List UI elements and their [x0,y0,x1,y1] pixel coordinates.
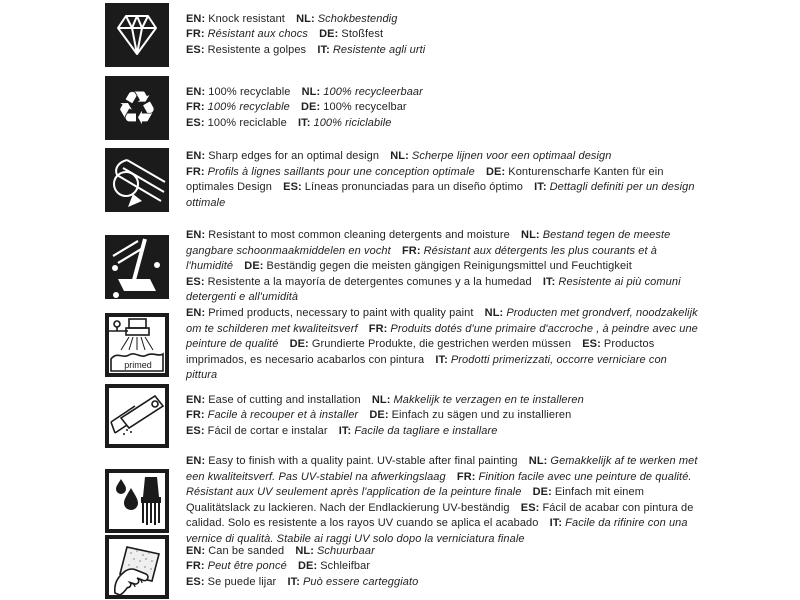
feature-text: Facile da tagliare e installare [354,424,498,437]
feature-row [105,535,704,599]
mop-icon [105,235,169,299]
sanding-hand-glyph [109,539,165,595]
feature-text: Einfach mit einem Qualitätslack zu lackieren. Nach der Endlackierung UV-beständig [186,486,644,514]
feature-text: Prodotti primerizzati, occorre verniciare con pittura [186,353,667,381]
sanding-hand-icon [105,535,169,599]
feature-text: Facile da rifinire con una vernice di qualità. Stabile ai raggi UV solo dopo la verniciatura finale [186,517,688,545]
language-label: ES: [582,338,601,350]
feature-text: Résistant aux chocs [207,28,308,41]
feature-text: Scherpe lijnen voor een optimaal design [411,150,612,162]
language-label: IT: [338,424,352,437]
feature-text: Resistente ai più comuni detergenti e all'umidità [186,275,681,303]
feature-text: Resistant to most common cleaning detergents and moisture [208,229,510,241]
saw-icon [105,384,169,448]
feature-text: Konturenscharfe Kanten für ein optimales Design [186,165,664,193]
language-label: IT: [542,275,556,288]
feature-description [186,149,704,211]
language-label: NL: [390,150,409,162]
language-label: FR: [186,101,205,114]
language-label: FR: [368,322,388,335]
language-label: FR: [186,409,205,422]
feature-description [186,393,704,440]
feature-text: Líneas pronunciadas para un diseño óptimo [304,181,523,193]
feature-text: Peut être poncé [207,560,287,573]
feature-text: Facile à recouper et à installer [207,409,359,422]
language-label: NL: [371,393,391,406]
language-label: EN: [186,85,206,98]
feature-text: Producten met grondverf, noodzakelijk om te schilderen met kwaliteitsverf [186,307,698,335]
feature-text: Primed products, necessary to paint with quality paint [208,307,474,319]
language-label: ES: [283,181,302,193]
sharp-edges-glyph [105,148,169,212]
language-label: DE: [244,260,264,272]
language-label: EN: [186,150,206,162]
feature-text: Resistente agli urti [332,43,426,56]
language-label: ES: [186,275,205,288]
language-label: DE: [319,28,339,41]
feature-row [105,148,704,212]
feature-text: Makkelijk te verzagen en te installeren [393,393,584,406]
feature-text: Ease of cutting and installation [208,393,361,406]
language-label: ES: [186,424,205,437]
feature-row [105,384,704,448]
feature-text: Fácil de cortar e instalar [207,424,328,437]
feature-text: Fácil de acabar con pintura de calidad. Solo es resistente a los rayos UV cuando se aplica el acabado [186,501,694,529]
feature-text: Produits dotés d'une primaire d'accroche , à peindre avec une peinture de qualité [186,322,698,350]
feature-text: Easy to finish with a quality paint. UV-stable after final painting [208,455,518,467]
feature-text: Einfach zu sägen und zu installieren [391,409,572,422]
language-label: FR: [186,28,205,41]
language-label: DE: [289,338,309,350]
language-label: DE: [301,101,321,114]
feature-row [105,306,704,384]
language-label: ES: [186,575,205,588]
feature-text: Bestand tegen de meeste gangbare schoonmaakmiddelen en vocht [186,229,671,257]
language-label: EN: [186,12,206,25]
recycle-icon [105,76,169,140]
feature-text: Dettagli definiti per un design ottimale [186,181,695,209]
language-label: IT: [287,575,300,588]
feature-text: Può essere carteggiato [303,575,419,588]
language-label: IT: [534,181,547,193]
feature-text: Stoßfest [341,28,384,41]
language-label: EN: [186,393,206,406]
language-label: ES: [186,116,205,129]
feature-text: Schleifbar [320,560,371,573]
feature-text: Gemakkelijk af te werken met een kwaliteitsverf. Pas UV-stabiel na afwerkingslaag [186,455,698,483]
language-label: NL: [296,12,315,25]
language-label: EN: [186,544,206,557]
language-label: EN: [186,307,206,319]
feature-text: 100% recycleerbaar [323,85,423,98]
language-label: IT: [549,517,563,529]
feature-description [186,306,704,384]
language-label: IT: [297,116,311,129]
feature-text: 100% recyclable [208,85,291,98]
feature-description [186,544,704,591]
feature-text: Can be sanded [208,544,285,557]
feature-text: Productos imprimados, es necesario acabarlos con pintura [186,338,655,366]
diamond-icon [105,3,169,67]
mop-glyph [105,235,169,299]
feature-row [105,454,704,547]
feature-text: Résistant aux détergents les plus courants et à l'humidité [186,244,657,272]
recycle-glyph [105,76,169,140]
feature-text: Beständig gegen die meisten gängigen Reinigungsmittel und Feuchtigkeit [266,260,632,272]
language-label: DE: [369,409,389,422]
feature-text: Sharp edges for an optimal design [208,150,380,162]
feature-description [186,85,704,132]
primer-spray-glyph [109,317,165,373]
feature-row [105,228,704,306]
language-label: DE: [297,560,318,573]
language-label: NL: [295,544,314,557]
feature-text: Finition facile avec une peinture de qualité. Résistant aux UV seulement après l'application de la peinture finale [186,470,692,498]
language-label: DE: [532,486,552,498]
feature-text: Resistente a golpes [207,43,307,56]
feature-text: Profils à lignes saillants pour une conception optimale [207,165,475,178]
language-label: NL: [528,455,548,467]
language-label: IT: [435,353,448,366]
feature-text: 100% reciclable [207,116,287,129]
language-label: FR: [456,470,476,483]
feature-row [105,3,704,67]
feature-text: Knock resistant [208,12,285,25]
language-label: FR: [186,165,205,178]
language-label: ES: [520,501,540,514]
feature-description [186,228,704,306]
language-label: NL: [521,229,540,241]
saw-glyph [109,388,165,444]
feature-text: 100% riciclabile [313,116,392,129]
language-label: DE: [486,165,506,178]
language-label: ES: [186,43,205,56]
language-label: FR: [401,244,421,257]
feature-text: Schuurbaar [316,544,375,557]
language-label: NL: [484,307,504,319]
sharp-edges-icon [105,148,169,212]
feature-text: 100% recyclable [207,101,290,114]
language-label: EN: [186,455,206,467]
paint-brush-glyph [109,473,165,529]
language-label: NL: [301,85,321,98]
feature-text: Grundierte Produkte, die gestrichen werden müssen [311,338,572,350]
primer-spray-icon [105,313,169,377]
feature-description [186,454,704,547]
feature-row [105,76,704,140]
feature-text: Resistente a la mayoría de detergentes comunes y a la humedad [207,275,532,288]
feature-text: Se puede lijar [207,575,277,588]
feature-text: Schokbestendig [317,12,398,25]
language-label: FR: [186,560,205,573]
feature-description [186,12,704,59]
feature-text: 100% recycelbar [323,101,407,114]
language-label: EN: [186,229,206,241]
svg-text:♻: ♻ [116,81,158,135]
primed-label: primed [124,359,152,370]
diamond-glyph [105,3,169,67]
language-label: IT: [317,43,330,56]
paint-brush-icon [105,469,169,533]
